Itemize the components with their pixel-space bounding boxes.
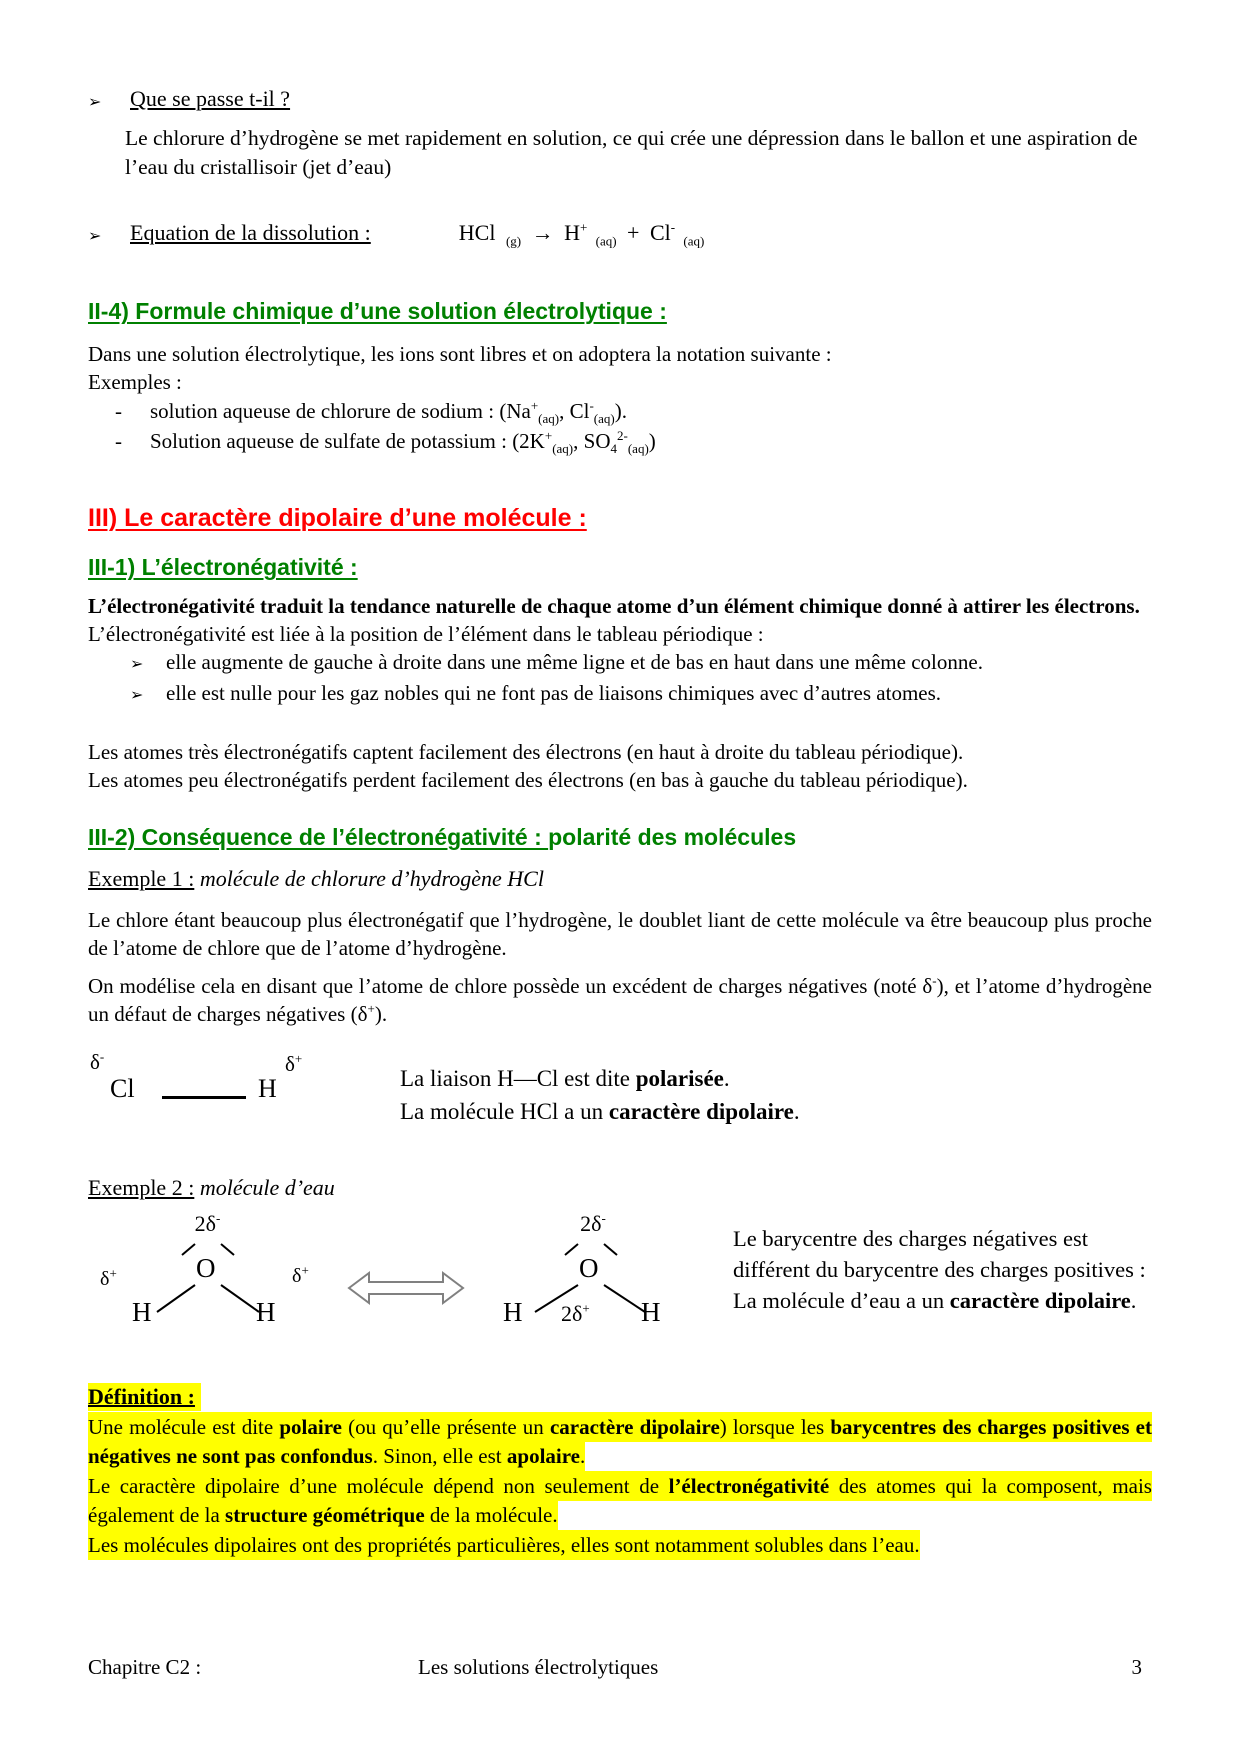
examples-label: Exemples : <box>88 370 182 394</box>
water-molecule-figure <box>88 1210 1152 1363</box>
definition-paragraph-2: Le caractère dipolaire d’une molécule dépend non seulement de l’électronégativité des atomes qui la composent, mais également de la structure géométrique de la molécule. <box>88 1472 1152 1529</box>
hydrogen-atom-label: H <box>256 1297 276 1327</box>
bond-line <box>221 1285 259 1312</box>
equation-label: Equation de la dissolution : <box>130 220 371 245</box>
heading-III1: III-1) L’électronégativité : <box>88 554 358 580</box>
bond-line <box>162 1096 246 1099</box>
note-very-electronegative: Les atomes très électronégatifs captent facilement des électrons (en haut à droite du tableau périodique). <box>88 740 964 764</box>
2delta-minus-label: 2δ- <box>580 1210 606 1236</box>
arrow-bullet-icon: ➢ <box>88 94 102 111</box>
arrow-bullet-icon: ➢ <box>130 687 144 704</box>
example-item-text: solution aqueuse de chlorure de sodium : ($Na^+_{(aq)}$, $Cl^-_{(aq)}$). <box>150 398 627 427</box>
caption-dipolar-molecule: La molécule HCl a un caractère dipolaire. <box>400 1099 800 1124</box>
footer-chapter-label: Chapitre C2 : <box>88 1655 202 1679</box>
question-label: Que se passe t-il ? <box>130 86 291 111</box>
chlorine-paragraph: Le chlore étant beaucoup plus électronégatif que l’hydrogène, le doublet liant de cette molécule va être beaucoup plus proche de l’atome de chlore que de l’atome d’hydrogène. <box>88 908 1152 960</box>
2delta-minus-label: 2δ- <box>194 1210 221 1236</box>
periodic-table-line: L’électronégativité est liée à la position de l’élément dans le tableau périodique : <box>88 622 764 646</box>
bond-line <box>604 1285 645 1312</box>
example1-line <box>88 864 1152 894</box>
electronegativity-definition: L’électronégativité traduit la tendance naturelle de chaque atome d’un élément chimique donné à attirer les électrons. <box>88 594 1140 618</box>
hcl-figure-captions <box>400 1062 800 1128</box>
equivalence-arrow-icon <box>346 1268 466 1308</box>
example2-label: Exemple 2 : <box>88 1175 195 1200</box>
example-item-k2so4 <box>115 426 1152 456</box>
hydrogen-atom-label: H <box>132 1297 152 1327</box>
dash-bullet-icon: - <box>115 429 122 453</box>
delta-plus-label: δ+ <box>100 1265 117 1290</box>
arrow-bullet-icon: ➢ <box>88 228 102 245</box>
example-item-nacl <box>115 396 1152 426</box>
note-weak-electronegative: Les atomes peu électronégatifs perdent facilement des électrons (en bas à gauche du tableau périodique). <box>88 768 968 792</box>
2delta-plus-label: 2δ+ <box>561 1300 590 1326</box>
dissolution-equation-row <box>88 218 1152 252</box>
hydrogen-atom-label: H <box>641 1297 661 1327</box>
electronegativity-bullet-1 <box>130 648 1152 679</box>
bullet-text: elle augmente de gauche à droite dans une même ligne et de bas en haut dans une même colonne. <box>166 650 983 674</box>
example1-subject: molécule de chlorure d’hydrogène HCl <box>194 866 544 891</box>
footer-page-number: 3 <box>1131 1655 1142 1679</box>
heading-II4: II-4) Formule chimique d’une solution électrolytique : <box>88 298 667 324</box>
lone-pair-line <box>221 1244 234 1255</box>
water-figure-side-text: Le barycentre des charges négatives est différent du barycentre des charges positives : La molécule d’eau a un caractère dipolaire. <box>733 1226 1146 1313</box>
arrow-bullet-icon: ➢ <box>130 656 144 673</box>
question-what-happens <box>88 84 1152 118</box>
water-molecule-right <box>493 1210 693 1343</box>
delta-plus-label: δ+ <box>285 1051 303 1076</box>
charge-model-paragraph: On modélise cela en disant que l’atome de chlore possède un excédent de charges négatives (noté δ-), et l’atome d’hydrogène un défaut de charges négatives (δ+). <box>88 973 1152 1026</box>
footer-title: Les solutions électrolytiques <box>418 1655 659 1679</box>
lone-pair-line <box>604 1244 617 1255</box>
water-molecule-left <box>100 1210 315 1343</box>
bullet-text: elle est nulle pour les gaz nobles qui ne font pas de liaisons chimiques avec d’autres atomes. <box>166 681 942 705</box>
heading-III2-underlined: III-2) Conséquence de l’électronégativité : <box>88 824 549 850</box>
example-item-text: Solution aqueuse de sulfate de potassium : ($2K^+_{(aq)}$, $SO_4^{2-}_{(aq)}$) <box>150 428 656 457</box>
delta-plus-label: δ+ <box>292 1262 309 1287</box>
dissolution-equation: HCl $_{(g)}$ → H+ $_{(aq)}$ + Cl- $_{(aq)}$ <box>458 219 705 249</box>
example2-subject: molécule d’eau <box>194 1175 335 1200</box>
definition-paragraph-3: Les molécules dipolaires ont des propriétés particulières, elles sont notamment solubles dans l’eau. <box>88 1531 1152 1560</box>
example1-label: Exemple 1 : <box>88 866 195 891</box>
definition-label: Définition : <box>88 1383 201 1411</box>
hydrogen-atom-label: H <box>503 1297 523 1327</box>
bond-line <box>157 1285 195 1312</box>
lone-pair-line <box>182 1244 195 1255</box>
lone-pair-line <box>565 1244 578 1255</box>
oxygen-atom-label: O <box>196 1253 216 1283</box>
dash-bullet-icon: - <box>115 399 122 423</box>
example2-line <box>88 1173 1152 1203</box>
chlorine-atom-label: Cl <box>110 1074 135 1103</box>
definition-paragraph-1: Une molécule est dite polaire (ou qu’elle présente un caractère dipolaire) lorsque les barycentres des charges positives et négatives ne sont pas confondus. Sinon, elle est apolaire. <box>88 1413 1152 1470</box>
heading-III2-rest: polarité des molécules <box>548 824 797 850</box>
hcl-molecule-figure <box>88 1050 1152 1145</box>
II4-intro-line: Dans une solution électrolytique, les ions sont libres et on adoptera la notation suivante : <box>88 342 832 366</box>
oxygen-atom-label: O <box>579 1253 599 1283</box>
heading-III: III) Le caractère dipolaire d’une molécule : <box>88 504 587 532</box>
question-answer: Le chlorure d’hydrogène se met rapidement en solution, ce qui crée une dépression dans le ballon et une aspiration de l’eau du cristallisoir (jet d’eau) <box>125 126 1138 179</box>
delta-minus-label: δ- <box>90 1049 105 1074</box>
hydrogen-atom-label: H <box>258 1074 277 1103</box>
heading-III2 <box>88 822 1152 852</box>
caption-polarised-bond: La liaison H—Cl est dite polarisée. <box>400 1066 730 1091</box>
electronegativity-bullet-2 <box>130 679 1152 710</box>
